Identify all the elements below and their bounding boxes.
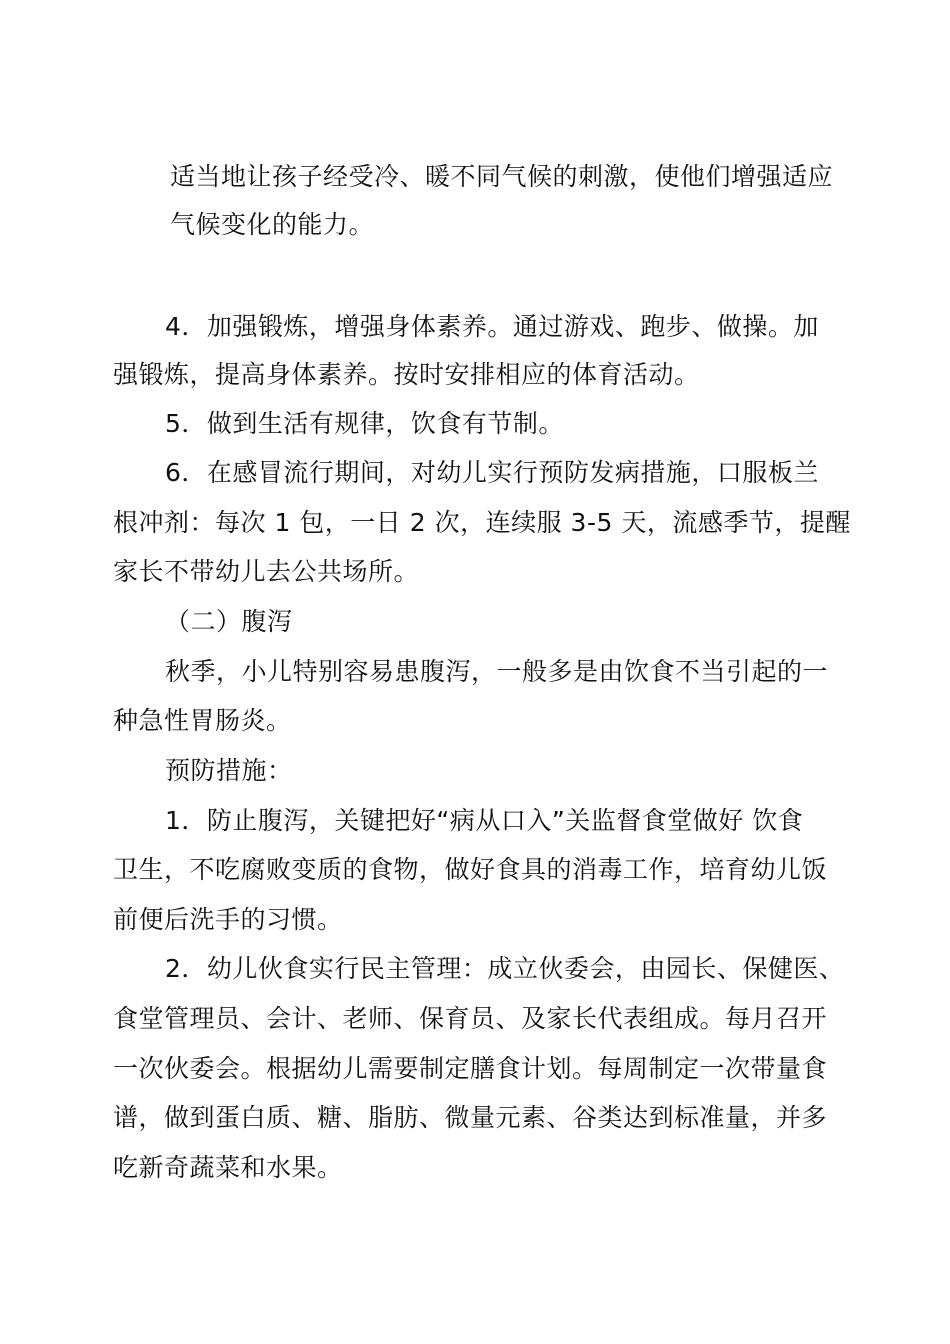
text-line: 吃新奇蔬菜和水果。 — [113, 1153, 343, 1182]
text-line: 强锻炼，提高身体素养。按时安排相应的体育活动。 — [113, 360, 700, 389]
text-line: 6．在感冒流行期间，对幼儿实行预防发病措施，口服板兰 — [165, 458, 819, 487]
section-heading: （二）腹泻 — [165, 607, 293, 636]
text-line: 2．幼儿伙食实行民主管理：成立伙委会，由园长、保健医、 — [165, 954, 845, 983]
text-line: 种急性胃肠炎。 — [113, 706, 292, 735]
text-line: 卫生，不吃腐败变质的食物，做好食具的消毒工作，培育幼儿饭 — [113, 855, 828, 884]
text-line: 前便后洗手的习惯。 — [113, 905, 343, 934]
text-line: 适当地让孩子经受冷、暖不同气候的刺激，使他们增强适应 — [170, 162, 834, 191]
text-line: 预防措施： — [165, 756, 293, 785]
text-line: 食堂管理员、会计、老师、保育员、及家长代表组成。每月召开 — [113, 1004, 828, 1033]
text-line: 5．做到生活有规律，饮食有节制。 — [165, 409, 564, 438]
text-line: 4．加强锻炼，增强身体素养。通过游戏、跑步、做操。加 — [165, 312, 819, 341]
text-line: 气候变化的能力。 — [170, 210, 375, 239]
text-line: 根冲剂：每次 1 包，一日 2 次，连续服 3-5 天，流感季节，提醒 — [113, 508, 851, 537]
text-line: 谱，做到蛋白质、糖、脂肪、微量元素、谷类达到标准量，并多 — [113, 1103, 828, 1132]
text-line: 秋季，小儿特别容易患腹泻，一般多是由饮食不当引起的一 — [165, 657, 829, 686]
text-line: 家长不带幼儿去公共场所。 — [113, 557, 420, 586]
text-line: 一次伙委会。根据幼儿需要制定膳食计划。每周制定一次带量食 — [113, 1054, 828, 1083]
text-line: 1．防止腹泻，关键把好“病从口入”关监督食堂做好 饮食 — [165, 806, 804, 835]
